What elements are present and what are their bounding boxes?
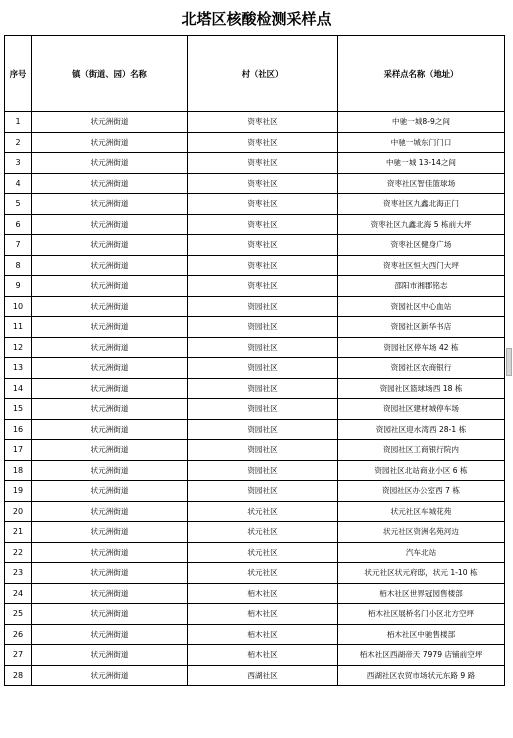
table-row [5, 296, 505, 317]
row-index-cell: 2 [5, 132, 32, 153]
row-site-cell: 栢木社区中驰售楼部 [338, 624, 505, 645]
header-site: 采样点名称（地址） [338, 36, 505, 112]
row-village-cell: 状元社区 [188, 563, 338, 584]
row-site-cell: 资枣社区恒大西门大坪 [338, 255, 505, 276]
row-index-cell: 28 [5, 665, 32, 686]
row-index-cell: 17 [5, 440, 32, 461]
row-index-cell: 15 [5, 399, 32, 420]
row-town-cell: 状元洲街道 [32, 542, 188, 563]
row-village-cell: 资枣社区 [188, 132, 338, 153]
table-row [5, 276, 505, 297]
table-row [5, 153, 505, 174]
row-site-cell: 状元社区状元府邸，状元 1-10 栋 [338, 563, 505, 584]
row-site-cell: 汽车北站 [338, 542, 505, 563]
row-town-cell: 状元洲街道 [32, 460, 188, 481]
row-index-cell: 24 [5, 583, 32, 604]
row-index-cell: 18 [5, 460, 32, 481]
row-site-cell: 资园社区新华书店 [338, 317, 505, 338]
row-town-cell: 状元洲街道 [32, 501, 188, 522]
row-town-cell: 状元洲街道 [32, 399, 188, 420]
table-row [5, 583, 505, 604]
table-row [5, 214, 505, 235]
row-site-cell: 西湖社区农贸市场状元东路 9 路 [338, 665, 505, 686]
row-index-cell: 7 [5, 235, 32, 256]
row-village-cell: 资枣社区 [188, 112, 338, 133]
row-village-cell: 资园社区 [188, 419, 338, 440]
row-village-cell: 状元社区 [188, 542, 338, 563]
row-site-cell: 中驰一城 13-14之间 [338, 153, 505, 174]
row-index-cell: 20 [5, 501, 32, 522]
row-site-cell: 资园社区篮球场西 18 栋 [338, 378, 505, 399]
row-town-cell: 状元洲街道 [32, 645, 188, 666]
row-site-cell: 栢木社区展桥名门小区北方空坪 [338, 604, 505, 625]
row-town-cell: 状元洲街道 [32, 440, 188, 461]
row-town-cell: 状元洲街道 [32, 296, 188, 317]
row-town-cell: 状元洲街道 [32, 235, 188, 256]
row-town-cell: 状元洲街道 [32, 132, 188, 153]
table-row [5, 440, 505, 461]
row-index-cell: 14 [5, 378, 32, 399]
row-town-cell: 状元洲街道 [32, 583, 188, 604]
row-site-cell: 栢木社区西湖帝天 7979 店铺前空坪 [338, 645, 505, 666]
row-town-cell: 状元洲街道 [32, 173, 188, 194]
table-row [5, 378, 505, 399]
row-index-cell: 27 [5, 645, 32, 666]
table-row [5, 112, 505, 133]
row-town-cell: 状元洲街道 [32, 378, 188, 399]
row-village-cell: 状元社区 [188, 501, 338, 522]
table-row [5, 194, 505, 215]
table-row [5, 399, 505, 420]
row-index-cell: 16 [5, 419, 32, 440]
table-row [5, 235, 505, 256]
row-village-cell: 资枣社区 [188, 194, 338, 215]
row-town-cell: 状元洲街道 [32, 276, 188, 297]
header-village: 村（社区） [188, 36, 338, 112]
row-village-cell: 资枣社区 [188, 235, 338, 256]
table-row [5, 419, 505, 440]
row-site-cell: 邵阳市湘郡铭志 [338, 276, 505, 297]
table-row [5, 132, 505, 153]
table-row [5, 665, 505, 686]
row-town-cell: 状元洲街道 [32, 665, 188, 686]
row-index-cell: 19 [5, 481, 32, 502]
row-village-cell: 资园社区 [188, 296, 338, 317]
row-village-cell: 资枣社区 [188, 173, 338, 194]
row-index-cell: 3 [5, 153, 32, 174]
row-village-cell: 资枣社区 [188, 153, 338, 174]
row-index-cell: 26 [5, 624, 32, 645]
row-index-cell: 11 [5, 317, 32, 338]
table-row [5, 460, 505, 481]
row-town-cell: 状元洲街道 [32, 419, 188, 440]
row-village-cell: 状元社区 [188, 522, 338, 543]
row-village-cell: 资园社区 [188, 481, 338, 502]
row-town-cell: 状元洲街道 [32, 337, 188, 358]
row-town-cell: 状元洲街道 [32, 194, 188, 215]
header-town: 镇（街道、园）名称 [32, 36, 188, 112]
row-index-cell: 1 [5, 112, 32, 133]
row-site-cell: 资枣社区智佳篮球场 [338, 173, 505, 194]
row-village-cell: 资园社区 [188, 358, 338, 379]
row-site-cell: 资园社区停车场 42 栋 [338, 337, 505, 358]
row-town-cell: 状元洲街道 [32, 522, 188, 543]
table-row [5, 317, 505, 338]
row-site-cell: 资园社区工商银行院内 [338, 440, 505, 461]
table-row [5, 358, 505, 379]
row-town-cell: 状元洲街道 [32, 563, 188, 584]
row-village-cell: 栢木社区 [188, 604, 338, 625]
table-row [5, 645, 505, 666]
row-town-cell: 状元洲街道 [32, 604, 188, 625]
table-row [5, 173, 505, 194]
table-row [5, 604, 505, 625]
table-row [5, 337, 505, 358]
row-site-cell: 状元社区车城花苑 [338, 501, 505, 522]
table-row [5, 624, 505, 645]
row-site-cell: 资园社区北站商业小区 6 栋 [338, 460, 505, 481]
row-site-cell: 资枣社区九鑫北海 5 栋前大坪 [338, 214, 505, 235]
row-village-cell: 资枣社区 [188, 255, 338, 276]
row-site-cell: 资园社区办公室西 7 栋 [338, 481, 505, 502]
row-index-cell: 12 [5, 337, 32, 358]
row-town-cell: 状元洲街道 [32, 358, 188, 379]
header-row [5, 36, 505, 112]
row-index-cell: 4 [5, 173, 32, 194]
row-site-cell: 中驰一城东门门口 [338, 132, 505, 153]
row-index-cell: 9 [5, 276, 32, 297]
row-index-cell: 23 [5, 563, 32, 584]
row-village-cell: 西湖社区 [188, 665, 338, 686]
row-index-cell: 8 [5, 255, 32, 276]
row-town-cell: 状元洲街道 [32, 317, 188, 338]
table-row [5, 501, 505, 522]
row-village-cell: 资枣社区 [188, 276, 338, 297]
sampling-sites-table [4, 35, 505, 686]
row-town-cell: 状元洲街道 [32, 214, 188, 235]
document-title: 北塔区核酸检测采样点 [181, 10, 332, 28]
row-village-cell: 资园社区 [188, 337, 338, 358]
row-site-cell: 状元社区资洲名苑河边 [338, 522, 505, 543]
row-town-cell: 状元洲街道 [32, 255, 188, 276]
row-town-cell: 状元洲街道 [32, 624, 188, 645]
row-index-cell: 13 [5, 358, 32, 379]
row-site-cell: 资园社区迎水湾西 28-1 栋 [338, 419, 505, 440]
row-village-cell: 资园社区 [188, 440, 338, 461]
side-scroll-handle[interactable] [506, 348, 512, 376]
row-index-cell: 6 [5, 214, 32, 235]
table-row [5, 522, 505, 543]
row-site-cell: 中驰一城8-9之间 [338, 112, 505, 133]
row-index-cell: 21 [5, 522, 32, 543]
row-site-cell: 栢木社区世界冠园售楼部 [338, 583, 505, 604]
row-site-cell: 资园社区农商银行 [338, 358, 505, 379]
row-site-cell: 资枣社区健身广场 [338, 235, 505, 256]
table-row [5, 481, 505, 502]
row-site-cell: 资枣社区九鑫北海正门 [338, 194, 505, 215]
row-village-cell: 资园社区 [188, 317, 338, 338]
row-index-cell: 22 [5, 542, 32, 563]
row-site-cell: 资园社区中心血站 [338, 296, 505, 317]
row-index-cell: 25 [5, 604, 32, 625]
row-village-cell: 资园社区 [188, 399, 338, 420]
table-row [5, 563, 505, 584]
table-row [5, 542, 505, 563]
row-index-cell: 10 [5, 296, 32, 317]
row-index-cell: 5 [5, 194, 32, 215]
row-site-cell: 资园社区建材城停车场 [338, 399, 505, 420]
row-town-cell: 状元洲街道 [32, 153, 188, 174]
row-village-cell: 栢木社区 [188, 624, 338, 645]
row-town-cell: 状元洲街道 [32, 112, 188, 133]
header-index: 序号 [5, 36, 32, 112]
row-village-cell: 栢木社区 [188, 583, 338, 604]
row-village-cell: 栢木社区 [188, 645, 338, 666]
table-row [5, 255, 505, 276]
row-village-cell: 资枣社区 [188, 214, 338, 235]
row-village-cell: 资园社区 [188, 460, 338, 481]
row-village-cell: 资园社区 [188, 378, 338, 399]
row-town-cell: 状元洲街道 [32, 481, 188, 502]
